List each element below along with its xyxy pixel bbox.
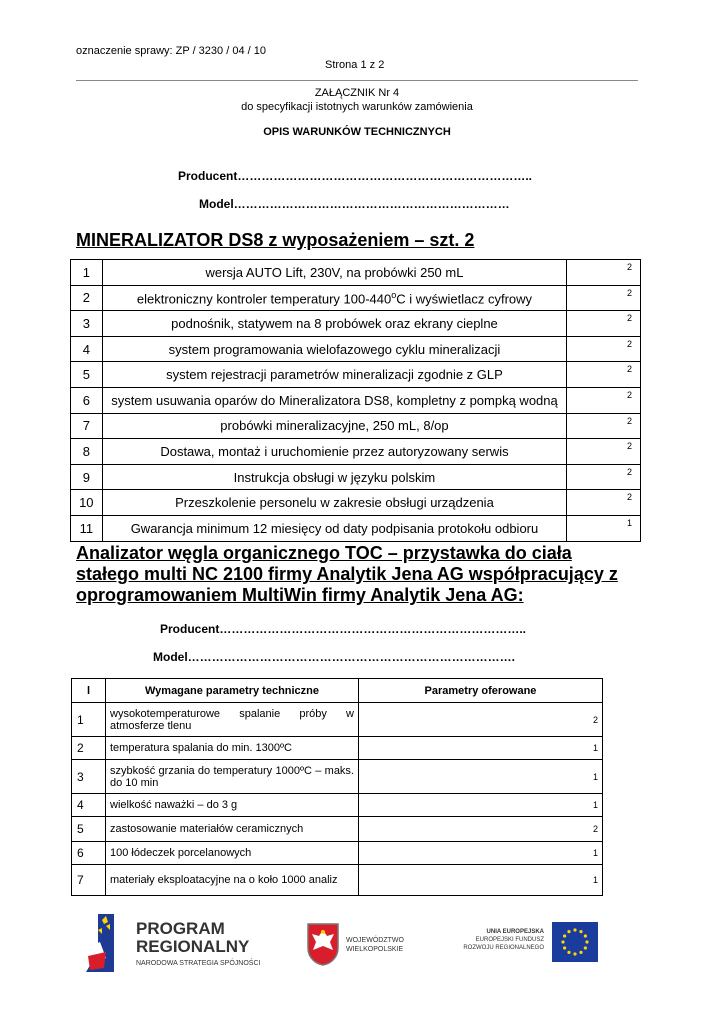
parameter-offered: 1: [359, 794, 603, 817]
parameter-offered: 1: [359, 842, 603, 865]
parameter-offered: 1: [359, 865, 603, 896]
row-value: 2: [567, 336, 641, 362]
eu-star-icon: [561, 940, 564, 943]
section2-heading: Analizator węgla organicznego TOC – przystawka do ciała stałego multi NC 2100 firmy Analytik Jena AG współpracujący z oprogramowaniem MultiWin firmy Analytik Jena AG:: [76, 543, 618, 605]
row-value: 2: [567, 260, 641, 286]
producer-field-2: Producent…………………………………………………………………..: [160, 622, 527, 636]
eagle-crest-icon: [306, 922, 340, 966]
row-number: 7: [71, 413, 103, 439]
row-number: 9: [71, 464, 103, 490]
parameter-required: szybkość grzania do temperatury 1000ºC – maks. do 10 min: [106, 760, 359, 794]
voivodeship-line2: WIELKOPOLSKIE: [346, 946, 404, 953]
row-description: Instrukcja obsługi w języku polskim: [102, 464, 567, 490]
eu-star-icon: [579, 951, 582, 954]
eu-star-icon: [567, 930, 570, 933]
row-value: 2: [567, 362, 641, 388]
row-number: 6: [71, 387, 103, 413]
parameter-row: [72, 865, 603, 896]
parameter-offered: 1: [359, 737, 603, 760]
row-description: system programowania wielofazowego cyklu mineralizacji: [102, 336, 567, 362]
row-value: 2: [567, 413, 641, 439]
eu-logo-block: [440, 910, 615, 980]
equipment-row: [71, 311, 641, 337]
row-number: 4: [71, 336, 103, 362]
row-number: 11: [71, 515, 103, 541]
parameter-required: temperatura spalania do min. 1300ºC: [106, 737, 359, 760]
eu-star-icon: [563, 934, 566, 937]
parameter-offered: 2: [359, 817, 603, 842]
parameter-row: [72, 703, 603, 737]
eu-star-icon: [563, 946, 566, 949]
eu-flag-icon: [552, 922, 598, 962]
parameter-row: [72, 842, 603, 865]
equipment-row: [71, 515, 641, 541]
eu-star-icon: [585, 940, 588, 943]
parameter-number: 1: [72, 703, 106, 737]
model-field-1: Model……………………………………………………………: [199, 197, 510, 211]
parameter-number: 2: [72, 737, 106, 760]
parameter-number: 5: [72, 817, 106, 842]
program-regionalny-logo: [84, 910, 284, 980]
equipment-row: [71, 336, 641, 362]
row-description: Gwarancja minimum 12 miesięcy od daty podpisania protokołu odbioru: [102, 515, 567, 541]
eu-line2: EUROPEJSKI FUNDUSZ: [475, 937, 544, 943]
parameter-required: wysokotemperaturowe spalanie próby w atmosferze tlenu: [106, 703, 359, 737]
annex-block: [76, 86, 638, 114]
row-number: 8: [71, 439, 103, 465]
equipment-row: [71, 413, 641, 439]
row-value: 1: [567, 515, 641, 541]
col-header-required: Wymagane parametry techniczne: [106, 679, 359, 703]
program-line1: PROGRAM: [136, 919, 225, 938]
eu-line1: UNIA EUROPEJSKA: [486, 929, 544, 935]
page-number: Strona 1 z 2: [325, 59, 385, 71]
row-description: system usuwania oparów do Mineralizatora DS8, kompletny z pompką wodną: [102, 387, 567, 413]
model-field-2: Model……………………………………………………………………….: [153, 650, 515, 664]
parameter-row: [72, 760, 603, 794]
row-number: 1: [71, 260, 103, 286]
program-flag-icon: [84, 912, 130, 974]
document-title: OPIS WARUNKÓW TECHNICZNYCH: [263, 126, 451, 138]
row-value: 2: [567, 285, 641, 311]
eu-line3: ROZWOJU REGIONALNEGO: [463, 945, 544, 951]
row-description: elektroniczny kontroler temperatury 100-440$^o$C i wyświetlacz cyfrowy: [102, 285, 567, 311]
row-number: 5: [71, 362, 103, 388]
parameter-required: wielkość naważki – do 3 g: [106, 794, 359, 817]
parameter-number: 6: [72, 842, 106, 865]
row-description: Dostawa, montaż i uruchomienie przez autoryzowany serwis: [102, 439, 567, 465]
equipment-table-1: [70, 259, 641, 542]
annex-title: ZAŁĄCZNIK Nr 4: [314, 87, 400, 99]
parameter-row: [72, 737, 603, 760]
equipment-row: [71, 490, 641, 516]
program-line2: REGIONALNY: [136, 937, 250, 956]
row-value: 2: [567, 490, 641, 516]
row-number: 3: [71, 311, 103, 337]
parameter-number: 3: [72, 760, 106, 794]
parameter-required: materiały eksploatacyjne na o koło 1000 analiz: [106, 865, 359, 896]
eu-star-icon: [579, 930, 582, 933]
row-value: 2: [567, 439, 641, 465]
row-description: Przeszkolenie personelu w zakresie obsługi urządzenia: [102, 490, 567, 516]
parameter-offered: 1: [359, 760, 603, 794]
equipment-row: [71, 260, 641, 286]
row-number: 10: [71, 490, 103, 516]
eu-star-icon: [573, 952, 576, 955]
parameter-number: 4: [72, 794, 106, 817]
row-number: 2: [71, 285, 103, 311]
row-value: 2: [567, 464, 641, 490]
equipment-row: [71, 464, 641, 490]
row-description: wersja AUTO Lift, 230V, na probówki 250 mL: [102, 260, 567, 286]
voivodeship-line1: WOJEWÓDZTWO: [346, 937, 404, 944]
parameter-number: 7: [72, 865, 106, 896]
equipment-row: [71, 387, 641, 413]
parameter-row: [72, 794, 603, 817]
eu-star-icon: [584, 934, 587, 937]
row-description: probówki mineralizacyjne, 250 mL, 8/op: [102, 413, 567, 439]
wielkopolska-logo: [306, 910, 426, 980]
producer-field-1: Producent………………………………………………………………..: [178, 169, 533, 183]
row-description: system rejestracji parametrów mineralizacji zgodnie z GLP: [102, 362, 567, 388]
eu-star-icon: [573, 928, 576, 931]
program-line3: NARODOWA STRATEGIA SPÓJNOŚCI: [136, 960, 261, 967]
equipment-row: [71, 362, 641, 388]
annex-subtitle: do specyfikacji istotnych warunków zamówienia: [241, 101, 473, 113]
header-divider: [76, 80, 638, 81]
row-value: 2: [567, 387, 641, 413]
eu-star-icon: [567, 951, 570, 954]
parameter-required: zastosowanie materiałów ceramicznych: [106, 817, 359, 842]
parameter-required: 100 łódeczek porcelanowych: [106, 842, 359, 865]
eu-star-icon: [584, 946, 587, 949]
col-header-offered: Parametry oferowane: [359, 679, 603, 703]
equipment-row: [71, 285, 641, 311]
col-header-index: l: [72, 679, 106, 703]
row-value: 2: [567, 311, 641, 337]
parameter-row: [72, 817, 603, 842]
parameters-table: [71, 678, 603, 896]
case-reference: oznaczenie sprawy: ZP / 3230 / 04 / 10: [76, 45, 266, 57]
section1-heading: MINERALIZATOR DS8 z wyposażeniem – szt. 2: [76, 230, 475, 250]
row-description: podnośnik, statywem na 8 probówek oraz ekrany cieplne: [102, 311, 567, 337]
equipment-row: [71, 439, 641, 465]
parameter-offered: 2: [359, 703, 603, 737]
